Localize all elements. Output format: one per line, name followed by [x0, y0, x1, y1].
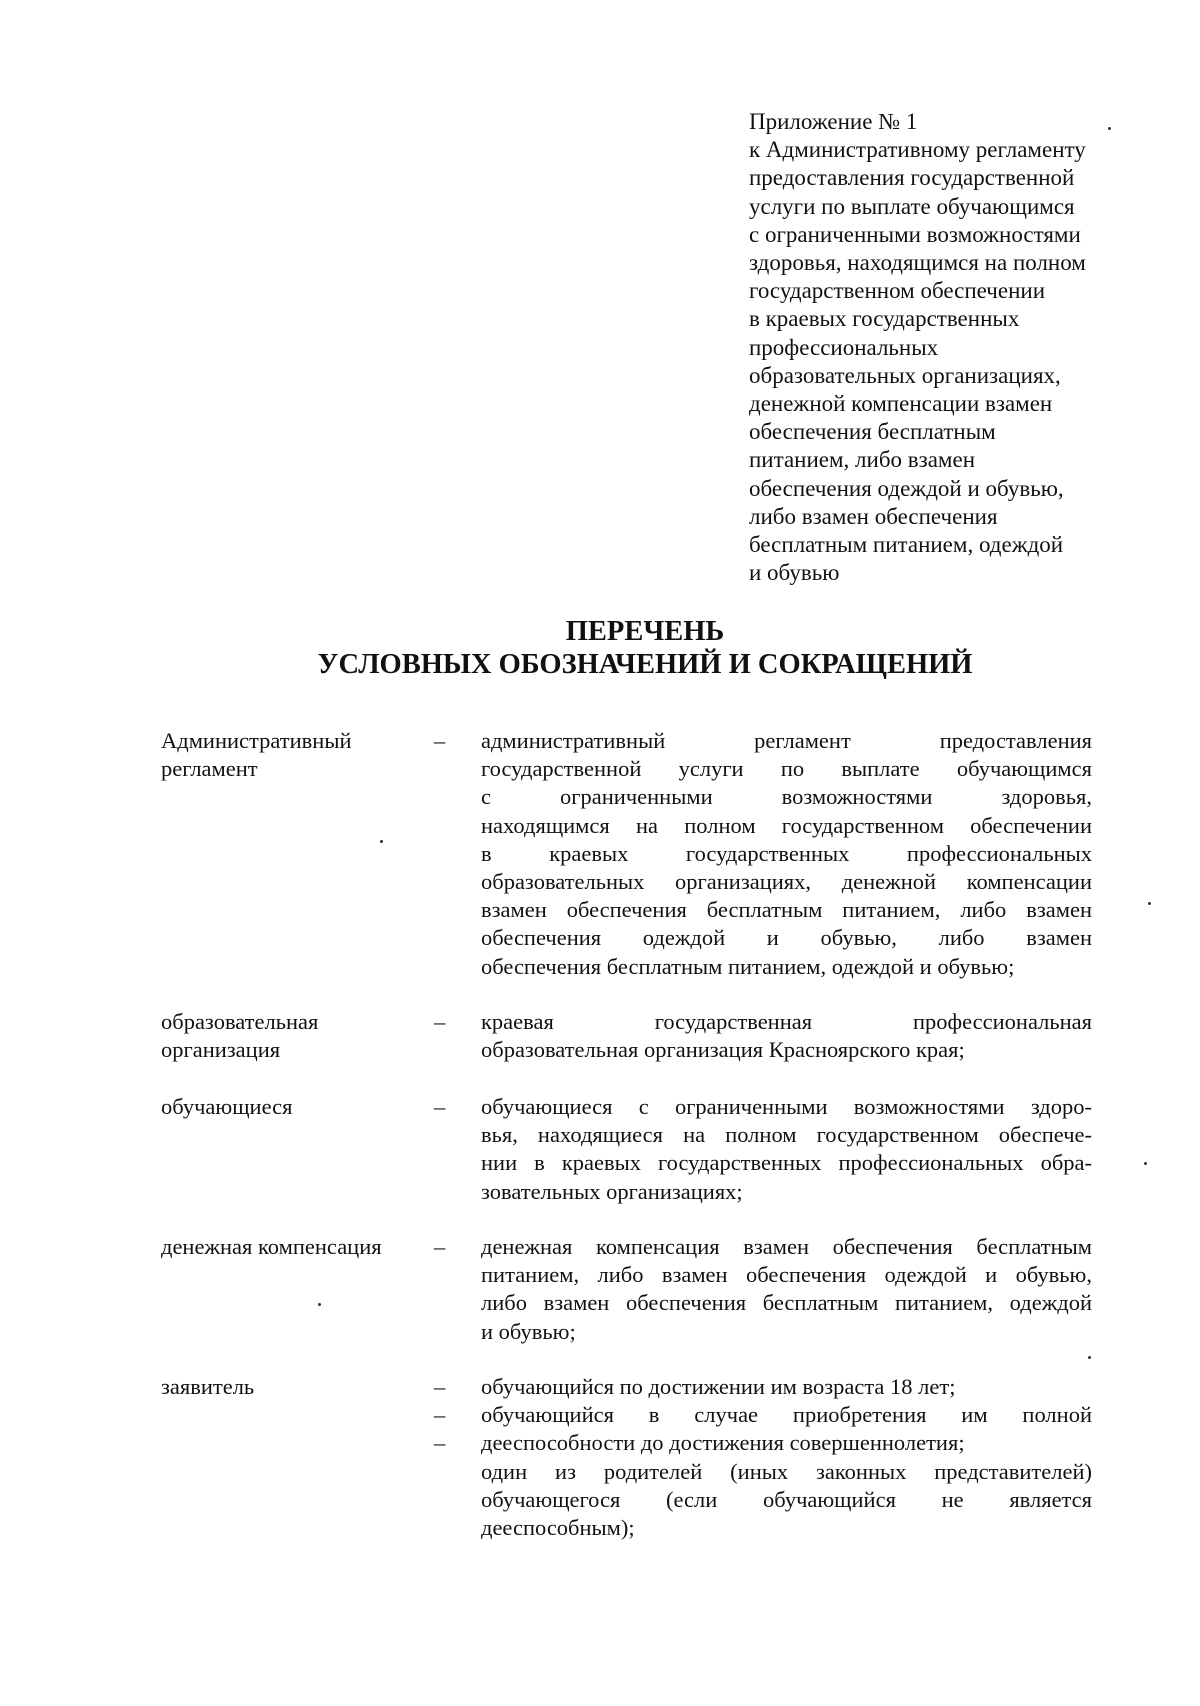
appendix-line: предоставления государственной: [749, 165, 1075, 191]
definition-line: обеспечения одеждой и обувью, либо взамен: [481, 925, 1092, 951]
appendix-line: в краевых государственных: [749, 306, 1020, 332]
scan-speck: [318, 1303, 321, 1306]
entry-definition: [481, 1008, 1092, 1064]
definition-line: обеспечения бесплатным питанием, одеждой и обувью;: [481, 953, 1015, 979]
appendix-line: денежной компенсации взамен: [749, 391, 1053, 417]
definition-line: обучающиеся с ограниченными возможностями здоро-: [481, 1094, 1092, 1119]
entry-dash: [434, 1093, 456, 1121]
entry-dash: [434, 1233, 456, 1261]
title-line-2: УСЛОВНЫХ ОБОЗНАЧЕНИЙ И СОКРАЩЕНИЙ: [317, 649, 973, 680]
definition-line: либо взамен обеспечения бесплатным питанием, одеждой: [481, 1290, 1092, 1316]
definition-line: взамен обеспечения бесплатным питанием, либо взамен: [481, 897, 1092, 923]
definition-line: находящимся на полном государственном обеспечении: [481, 812, 1092, 838]
appendix-line: обеспечения одеждой и обувью,: [749, 475, 1064, 501]
term-line: регламент: [161, 756, 258, 782]
entry-term: [161, 1373, 421, 1401]
definition-line: дееспособности до достижения совершеннолетия;: [481, 1430, 965, 1456]
definition-line: обучающийся в случае приобретения им полной: [481, 1402, 1092, 1428]
document-title: [0, 615, 1200, 681]
scan-speck: [1108, 127, 1111, 130]
term-line: образовательная: [161, 1009, 319, 1034]
appendix-line: образовательных организациях,: [749, 362, 1061, 388]
term-line: денежная компенсация: [161, 1234, 382, 1259]
dash-mark: –: [434, 1374, 446, 1399]
definition-line: нии в краевых государственных профессиональных обра-: [481, 1150, 1092, 1176]
term-line: заявитель: [161, 1374, 255, 1399]
entry-dash: [434, 727, 456, 755]
appendix-line: профессиональных: [749, 334, 939, 360]
entry-term: [161, 1008, 421, 1064]
scan-speck: [380, 840, 383, 843]
definition-line: административный регламент предоставления: [481, 728, 1092, 753]
entry-definition: [481, 1233, 1092, 1346]
entry-dash: [434, 1008, 456, 1036]
appendix-line: и обувью: [749, 560, 840, 586]
term-line: обучающиеся: [161, 1094, 293, 1119]
scan-speck: [1144, 1162, 1147, 1165]
definition-line: краевая государственная профессиональная: [481, 1009, 1092, 1034]
definition-line: дееспособным);: [481, 1515, 635, 1541]
scan-speck: [1088, 1356, 1091, 1359]
scan-speck: [1148, 902, 1151, 905]
definition-line: в краевых государственных профессиональных: [481, 840, 1092, 866]
definition-line: образовательная организация Красноярского края;: [481, 1037, 965, 1063]
definition-line: вья, находящиеся на полном государственном обеспече-: [481, 1122, 1092, 1148]
definition-line: один из родителей (иных законных представителей): [481, 1458, 1092, 1484]
dash-mark: –: [434, 1234, 446, 1259]
appendix-line: питанием, либо взамен: [749, 447, 976, 473]
appendix-line: государственном обеспечении: [749, 278, 1046, 304]
appendix-line: с ограниченными возможностями: [749, 221, 1081, 247]
dash-mark: –: [434, 728, 446, 753]
dash-mark: –: [434, 1430, 446, 1456]
definition-line: денежная компенсация взамен обеспечения бесплатным: [481, 1234, 1092, 1259]
term-line: Административный: [161, 728, 352, 753]
term-line: организация: [161, 1037, 281, 1063]
entry-term: [161, 1093, 421, 1121]
appendix-line: услуги по выплате обучающимся: [749, 193, 1075, 219]
entry-definition: [481, 727, 1092, 981]
definition-line: с ограниченными возможностями здоровья,: [481, 784, 1092, 810]
definition-line: обучающийся по достижении им возраста 18 лет;: [481, 1374, 956, 1399]
dash-mark: –: [434, 1402, 446, 1428]
appendix-header: [749, 108, 1129, 587]
definition-line: и обувью;: [481, 1318, 576, 1344]
definition-line: государственной услуги по выплате обучающимся: [481, 756, 1092, 782]
definition-line: обучающегося (если обучающийся не является: [481, 1486, 1092, 1512]
entry-definition: [481, 1093, 1092, 1206]
appendix-line: к Административному регламенту: [749, 137, 1086, 163]
appendix-line: обеспечения бесплатным: [749, 419, 996, 445]
definition-line: питанием, либо взамен обеспечения одеждой и обувью,: [481, 1262, 1092, 1288]
entry-definition: [481, 1373, 1092, 1542]
appendix-line: либо взамен обеспечения: [749, 503, 998, 529]
appendix-line: Приложение № 1: [749, 109, 918, 134]
entry-dash: [434, 1373, 456, 1458]
dash-mark: –: [434, 1094, 446, 1119]
definition-line: зовательных организациях;: [481, 1178, 743, 1204]
entry-term: [161, 1233, 421, 1261]
dash-mark: –: [434, 1009, 446, 1034]
appendix-line: здоровья, находящимся на полном: [749, 250, 1086, 276]
definition-line: образовательных организациях, денежной компенсации: [481, 869, 1092, 895]
appendix-line: бесплатным питанием, одеждой: [749, 532, 1064, 558]
title-line-1: ПЕРЕЧЕНЬ: [565, 616, 725, 647]
entry-term: [161, 727, 421, 783]
